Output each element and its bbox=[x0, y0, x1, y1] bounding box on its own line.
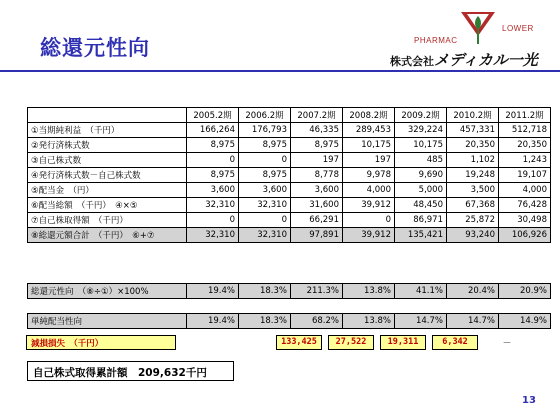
table-cell: 41.1% bbox=[395, 284, 447, 299]
year-header: 2006.2期 bbox=[239, 108, 291, 123]
table-cell: 10,175 bbox=[395, 138, 447, 153]
row-label: ④発行済株式数－自己株式数 bbox=[28, 168, 187, 183]
table-cell: 18.3% bbox=[239, 314, 291, 329]
row-label: ⑧総還元額合計 （千円） ⑥+⑦ bbox=[28, 228, 187, 243]
table-cell: 32,310 bbox=[187, 198, 239, 213]
year-header: 2008.2期 bbox=[343, 108, 395, 123]
table-cell: 30,498 bbox=[499, 213, 551, 228]
table-cell: 20,350 bbox=[499, 138, 551, 153]
table-cell: 14.7% bbox=[447, 314, 499, 329]
table-cell: 457,331 bbox=[447, 123, 499, 138]
impairment-label: 減損損失 （千円） bbox=[26, 335, 176, 350]
table-cell: 97,891 bbox=[291, 228, 343, 243]
impairment-cell: － bbox=[502, 339, 512, 349]
table-cell: 8,975 bbox=[291, 138, 343, 153]
table-cell: 46,335 bbox=[291, 123, 343, 138]
table-cell: 13.8% bbox=[343, 284, 395, 299]
impairment-cell: 19,311 bbox=[380, 335, 426, 350]
row-label: ①当期純利益 （千円） bbox=[28, 123, 187, 138]
table-cell: 32,310 bbox=[239, 198, 291, 213]
table-cell: 14.9% bbox=[499, 314, 551, 329]
table-cell: 1,243 bbox=[499, 153, 551, 168]
table-cell: 9,690 bbox=[395, 168, 447, 183]
table-cell: 197 bbox=[291, 153, 343, 168]
table-cell: 20.4% bbox=[447, 284, 499, 299]
table-cell: 68.2% bbox=[291, 314, 343, 329]
table-cell: 13.8% bbox=[343, 314, 395, 329]
company-brand: メディカル一光 bbox=[434, 51, 538, 69]
table-cell: 0 bbox=[187, 213, 239, 228]
row-label: ⑤配当金 （円） bbox=[28, 183, 187, 198]
year-header: 2007.2期 bbox=[291, 108, 343, 123]
table-cell: 8,975 bbox=[187, 138, 239, 153]
table-cell: 0 bbox=[239, 213, 291, 228]
total-return-ratio-row bbox=[28, 284, 551, 299]
total-return-row bbox=[28, 228, 551, 243]
impairment-cell: 6,342 bbox=[432, 335, 478, 350]
table-cell: 31,600 bbox=[291, 198, 343, 213]
total-return-ratio-table bbox=[27, 283, 551, 299]
table-cell: 32,310 bbox=[239, 228, 291, 243]
table-cell: 485 bbox=[395, 153, 447, 168]
table-cell: 289,453 bbox=[343, 123, 395, 138]
table-cell: 3,600 bbox=[291, 183, 343, 198]
table-cell: 166,264 bbox=[187, 123, 239, 138]
row-label: 単純配当性向 bbox=[28, 314, 187, 329]
row-label: ⑥配当総額 （千円） ④×⑤ bbox=[28, 198, 187, 213]
table-cell: 18.3% bbox=[239, 284, 291, 299]
table-row bbox=[28, 183, 551, 198]
page-title: 総還元性向 bbox=[40, 36, 150, 60]
table-cell: 20.9% bbox=[499, 284, 551, 299]
table-cell: 8,778 bbox=[291, 168, 343, 183]
company-name bbox=[390, 49, 538, 70]
company-kk: 株式会社 bbox=[390, 55, 434, 68]
table-cell: 0 bbox=[343, 213, 395, 228]
table-cell: 5,000 bbox=[395, 183, 447, 198]
table-row bbox=[28, 123, 551, 138]
table-cell: 4,000 bbox=[499, 183, 551, 198]
table-cell: 4,000 bbox=[343, 183, 395, 198]
table-cell: 86,971 bbox=[395, 213, 447, 228]
table-row bbox=[28, 168, 551, 183]
page-number: 13 bbox=[522, 395, 536, 406]
table-cell: 39,912 bbox=[343, 198, 395, 213]
table-cell: 3,600 bbox=[187, 183, 239, 198]
company-logo-icon bbox=[457, 6, 499, 48]
table-cell: 20,350 bbox=[447, 138, 499, 153]
table-cell: 10,175 bbox=[343, 138, 395, 153]
table-cell: 93,240 bbox=[447, 228, 499, 243]
shareholder-return-table bbox=[27, 107, 551, 243]
table-cell: 1,102 bbox=[447, 153, 499, 168]
table-cell: 135,421 bbox=[395, 228, 447, 243]
table-cell: 14.7% bbox=[395, 314, 447, 329]
table-cell: 66,291 bbox=[291, 213, 343, 228]
table-cell: 32,310 bbox=[187, 228, 239, 243]
table-cell: 8,975 bbox=[187, 168, 239, 183]
row-label: ②発行済株式数 bbox=[28, 138, 187, 153]
table-cell: 106,926 bbox=[499, 228, 551, 243]
table-cell: 329,224 bbox=[395, 123, 447, 138]
logo-lower-text: LOWER bbox=[502, 24, 534, 33]
year-header: 2005.2期 bbox=[187, 108, 239, 123]
treasury-stock-total-box: 自己株式取得累計額 209,632千円 bbox=[27, 361, 234, 381]
table-cell: 19,248 bbox=[447, 168, 499, 183]
table-row bbox=[28, 213, 551, 228]
table-row bbox=[28, 153, 551, 168]
table-cell: 19.4% bbox=[187, 284, 239, 299]
header-blank-cell bbox=[28, 108, 187, 123]
year-header: 2011.2期 bbox=[499, 108, 551, 123]
table-row bbox=[28, 138, 551, 153]
table-cell: 39,912 bbox=[343, 228, 395, 243]
row-label: ⑦自己株取得額 （千円） bbox=[28, 213, 187, 228]
table-cell: 3,500 bbox=[447, 183, 499, 198]
table-cell: 211.3% bbox=[291, 284, 343, 299]
table-cell: 0 bbox=[187, 153, 239, 168]
header-rule bbox=[0, 70, 560, 72]
row-label: ③自己株式数 bbox=[28, 153, 187, 168]
table-cell: 176,793 bbox=[239, 123, 291, 138]
table-cell: 3,600 bbox=[239, 183, 291, 198]
impairment-cell: 27,522 bbox=[328, 335, 374, 350]
table-cell: 8,975 bbox=[239, 138, 291, 153]
year-header: 2009.2期 bbox=[395, 108, 447, 123]
row-label: 総還元性向 （⑧÷①）×100% bbox=[28, 284, 187, 299]
table-cell: 76,428 bbox=[499, 198, 551, 213]
table-cell: 25,872 bbox=[447, 213, 499, 228]
impairment-cell: 133,425 bbox=[276, 335, 322, 350]
table-cell: 0 bbox=[239, 153, 291, 168]
year-header-row bbox=[28, 108, 551, 123]
table-cell: 19,107 bbox=[499, 168, 551, 183]
year-header: 2010.2期 bbox=[447, 108, 499, 123]
payout-ratio-table bbox=[27, 313, 551, 329]
table-row bbox=[28, 198, 551, 213]
table-cell: 48,450 bbox=[395, 198, 447, 213]
table-cell: 512,718 bbox=[499, 123, 551, 138]
table-cell: 67,368 bbox=[447, 198, 499, 213]
table-cell: 19.4% bbox=[187, 314, 239, 329]
table-cell: 197 bbox=[343, 153, 395, 168]
table-cell: 8,975 bbox=[239, 168, 291, 183]
table-cell: 9,978 bbox=[343, 168, 395, 183]
payout-ratio-row bbox=[28, 314, 551, 329]
logo-pharmac-text: PHARMAC bbox=[414, 36, 458, 45]
